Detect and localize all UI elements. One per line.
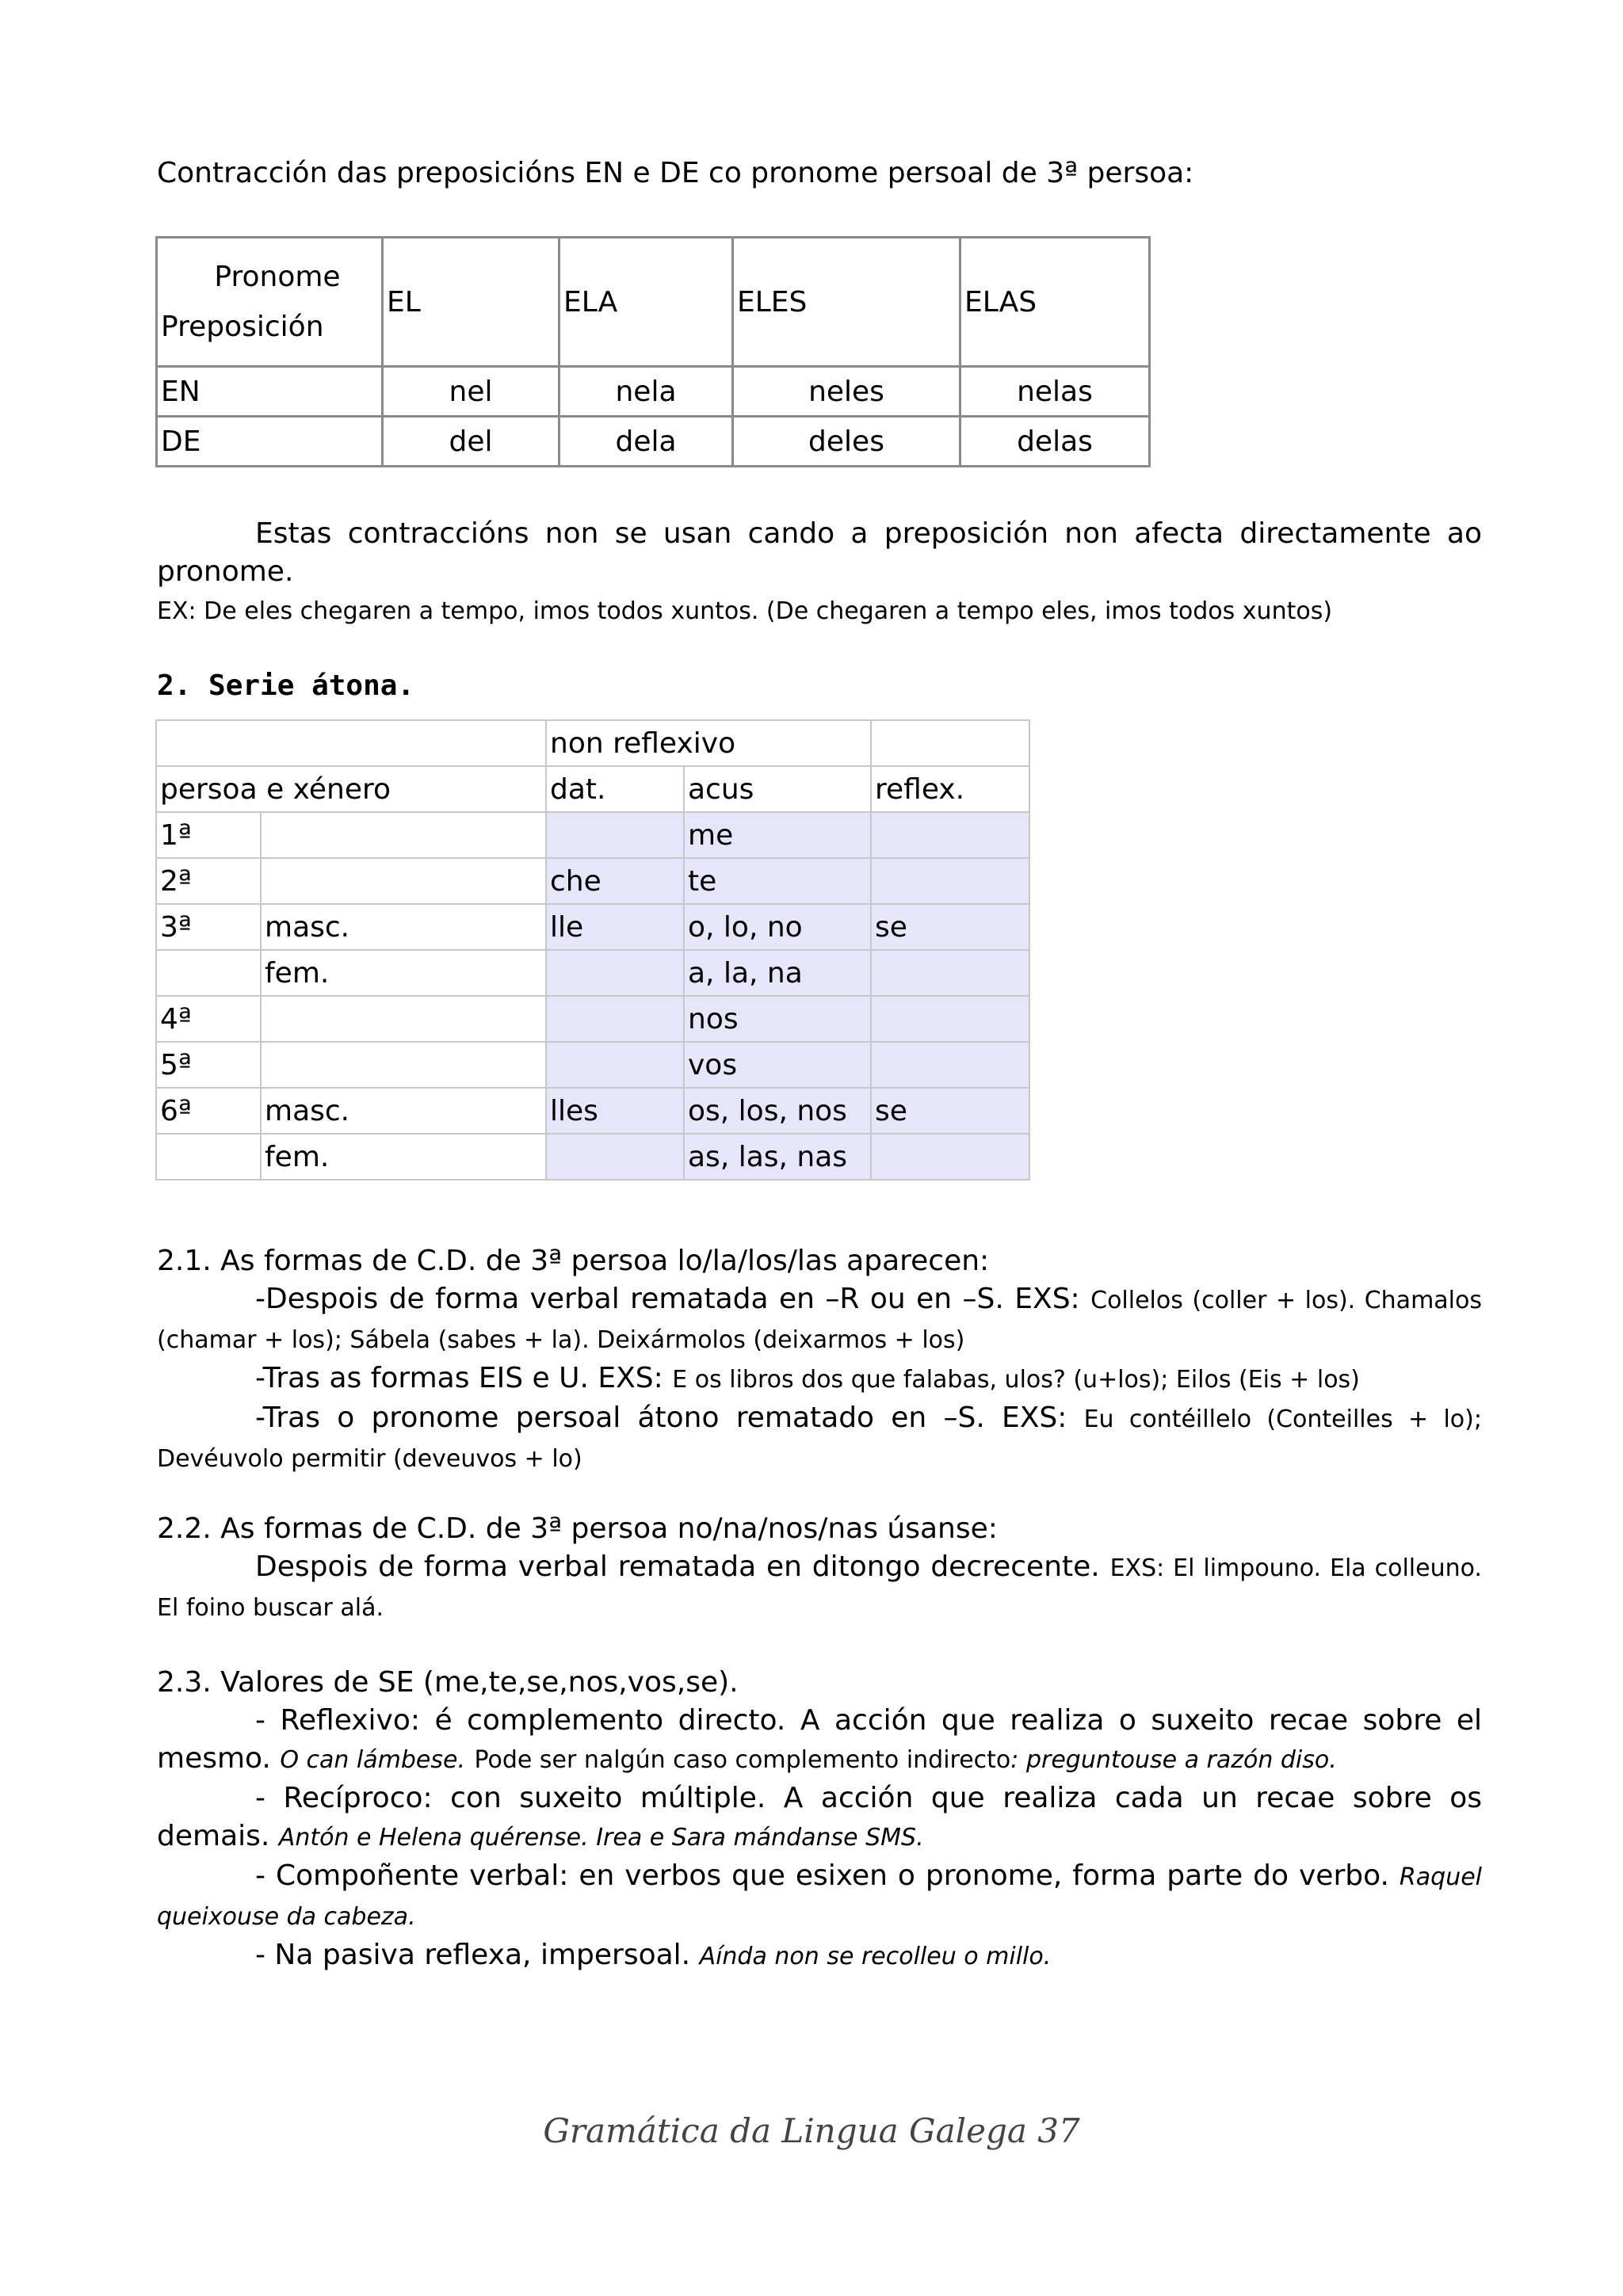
reflex-cell: se bbox=[871, 904, 1029, 950]
reflex-cell bbox=[871, 1134, 1029, 1180]
table-row bbox=[156, 812, 1029, 858]
reflex-cell bbox=[871, 1042, 1029, 1088]
table-row bbox=[156, 1088, 1029, 1134]
prep-cell: EN bbox=[157, 367, 383, 417]
header-ela: ELA bbox=[559, 238, 733, 367]
s21-b-main: -Tras as formas EIS e U. EXS: bbox=[255, 1362, 663, 1394]
gender-cell: masc. bbox=[261, 1088, 546, 1134]
person-cell: 5ª bbox=[156, 1042, 261, 1088]
col-dat: dat. bbox=[546, 766, 684, 812]
table-row bbox=[157, 417, 1150, 467]
s21-a-example: Collelos (coller + los). Chamalos (chamar + los); Sábela (sabes + la). Deixármolos (deixarmos + los) bbox=[157, 1287, 1482, 1354]
header-elas: ELAS bbox=[960, 238, 1150, 367]
dat-cell bbox=[546, 812, 684, 858]
table-row bbox=[156, 950, 1029, 996]
table-row bbox=[156, 858, 1029, 904]
cell: deles bbox=[733, 417, 960, 467]
gender-cell bbox=[261, 996, 546, 1042]
cell: nela bbox=[559, 367, 733, 417]
s23-verbal-example: Raquel queixouse da cabeza. bbox=[157, 1863, 1482, 1931]
s23-reciprocal: - Recíproco: con suxeito múltiple. A acción que realiza cada un recae sobre os demais. bbox=[157, 1782, 1482, 1852]
gender-cell: fem. bbox=[261, 950, 546, 996]
dat-cell: lle bbox=[546, 904, 684, 950]
gender-cell bbox=[261, 858, 546, 904]
contraction-table bbox=[155, 236, 1151, 467]
table-row bbox=[157, 367, 1150, 417]
s23-passive-example: Aínda non se recolleu o millo. bbox=[699, 1943, 1052, 1970]
section-2-3 bbox=[157, 1664, 1482, 1976]
s21-a-main: -Despois de forma verbal rematada en –R ou en –S. EXS: bbox=[255, 1283, 1080, 1315]
s21-c-example: Eu contéillelo (Conteilles + lo); Devéuvolo permitir (deveuvos + lo) bbox=[157, 1405, 1482, 1473]
dat-cell bbox=[546, 950, 684, 996]
table-row bbox=[156, 904, 1029, 950]
corner-cell bbox=[157, 238, 383, 367]
table-row bbox=[156, 766, 1029, 812]
table-row bbox=[156, 996, 1029, 1042]
gender-cell bbox=[261, 812, 546, 858]
corner-bottom: Preposición bbox=[161, 311, 324, 343]
acus-cell: te bbox=[684, 858, 871, 904]
acus-cell: os, los, nos bbox=[684, 1088, 871, 1134]
unstressed-pronoun-table bbox=[155, 719, 1030, 1180]
corner-top: Pronome bbox=[214, 261, 341, 293]
cell: neles bbox=[733, 367, 960, 417]
s23-verbal: - Compoñente verbal: en verbos que esixen o pronome, forma parte do verbo. bbox=[255, 1859, 1389, 1892]
person-cell: 6ª bbox=[156, 1088, 261, 1134]
cell: nel bbox=[383, 367, 559, 417]
dat-cell bbox=[546, 1042, 684, 1088]
col-person: persoa e xénero bbox=[156, 766, 546, 812]
section-2-1 bbox=[157, 1242, 1482, 1478]
header-eles: ELES bbox=[733, 238, 960, 367]
page-footer: Gramática da Lingua Galega 37 bbox=[543, 2111, 1080, 2150]
s21-title: 2.1. As formas de C.D. de 3ª persoa lo/la/los/las aparecen: bbox=[157, 1245, 990, 1277]
table-row bbox=[156, 1134, 1029, 1180]
acus-cell: nos bbox=[684, 996, 871, 1042]
reflex-cell: se bbox=[871, 1088, 1029, 1134]
acus-cell: me bbox=[684, 812, 871, 858]
header-el: EL bbox=[383, 238, 559, 367]
s22-main: Despois de forma verbal rematada en ditongo decrecente. bbox=[255, 1550, 1100, 1583]
s23-reflexive-example-2: : preguntouse a razón diso. bbox=[1010, 1746, 1337, 1774]
s21-c-main: -Tras o pronome persoal átono rematado en –S. EXS: bbox=[255, 1402, 1067, 1434]
person-cell bbox=[156, 1134, 261, 1180]
cell: delas bbox=[960, 417, 1150, 467]
section-title: 2. Serie átona. bbox=[157, 669, 415, 702]
person-cell bbox=[156, 950, 261, 996]
prep-cell: DE bbox=[157, 417, 383, 467]
s23-title: 2.3. Valores de SE (me,te,se,nos,vos,se). bbox=[157, 1666, 739, 1699]
acus-cell: as, las, nas bbox=[684, 1134, 871, 1180]
col-reflex: reflex. bbox=[871, 766, 1029, 812]
dat-cell: lles bbox=[546, 1088, 684, 1134]
note-example: EX: De eles chegaren a tempo, imos todos xuntos. (De chegaren a tempo eles, imos todos xuntos) bbox=[157, 597, 1333, 625]
person-cell: 4ª bbox=[156, 996, 261, 1042]
s23-reflexive: - Reflexivo: é complemento directo. A acción que realiza o suxeito recae sobre el mesmo. bbox=[157, 1704, 1482, 1775]
reflex-cell bbox=[871, 996, 1029, 1042]
acus-cell: a, la, na bbox=[684, 950, 871, 996]
table-row bbox=[156, 720, 1029, 766]
section-2-2 bbox=[157, 1510, 1482, 1627]
col-acus: acus bbox=[684, 766, 871, 812]
gender-cell: fem. bbox=[261, 1134, 546, 1180]
s23-reciprocal-example: Antón e Helena quérense. Irea e Sara mándanse SMS. bbox=[278, 1824, 924, 1852]
s23-reflexive-example: O can lámbese. bbox=[280, 1746, 465, 1774]
s22-title: 2.2. As formas de C.D. de 3ª persoa no/na/nos/nas úsanse: bbox=[157, 1512, 998, 1545]
cell: nelas bbox=[960, 367, 1150, 417]
note-paragraph bbox=[157, 515, 1482, 631]
gender-cell: masc. bbox=[261, 904, 546, 950]
empty-cell bbox=[156, 720, 546, 766]
table-header-row bbox=[157, 238, 1150, 367]
person-cell: 2ª bbox=[156, 858, 261, 904]
s23-passive: - Na pasiva reflexa, impersoal. bbox=[255, 1939, 691, 1971]
group-header: non reflexivo bbox=[546, 720, 871, 766]
note-main: Estas contraccións non se usan cando a preposición non afecta directamente ao pronome. bbox=[157, 517, 1482, 588]
s23-reflexive-extra: Pode ser nalgún caso complemento indirecto bbox=[474, 1746, 1011, 1774]
gender-cell bbox=[261, 1042, 546, 1088]
reflex-cell bbox=[871, 858, 1029, 904]
cell: dela bbox=[559, 417, 733, 467]
intro-text: Contracción das preposicións EN e DE co pronome persoal de 3ª persoa: bbox=[157, 157, 1194, 189]
acus-cell: vos bbox=[684, 1042, 871, 1088]
acus-cell: o, lo, no bbox=[684, 904, 871, 950]
empty-cell bbox=[871, 720, 1029, 766]
s21-b-example: E os libros dos que falabas, ulos? (u+los); Eilos (Eis + los) bbox=[672, 1366, 1360, 1394]
dat-cell bbox=[546, 1134, 684, 1180]
person-cell: 1ª bbox=[156, 812, 261, 858]
dat-cell bbox=[546, 996, 684, 1042]
reflex-cell bbox=[871, 950, 1029, 996]
reflex-cell bbox=[871, 812, 1029, 858]
cell: del bbox=[383, 417, 559, 467]
table-row bbox=[156, 1042, 1029, 1088]
dat-cell: che bbox=[546, 858, 684, 904]
person-cell: 3ª bbox=[156, 904, 261, 950]
s22-example: EXS: El limpouno. Ela colleuno. El foino buscar alá. bbox=[157, 1554, 1482, 1622]
